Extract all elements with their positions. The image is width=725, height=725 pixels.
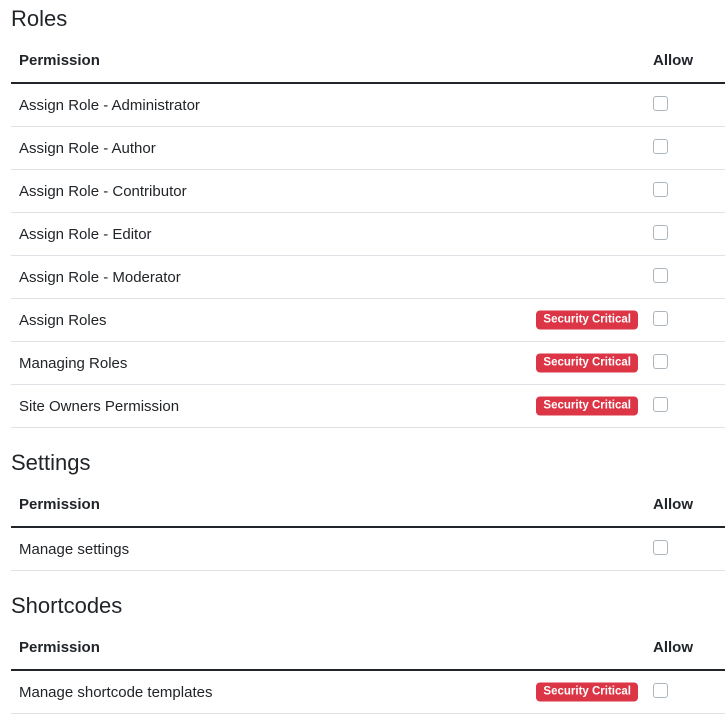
permission-column-header: Permission <box>11 38 643 83</box>
table-row <box>11 670 725 714</box>
allow-checkbox[interactable] <box>653 225 668 240</box>
table-header-row <box>11 38 725 83</box>
permission-label: Assign Role - Contributor <box>19 182 187 200</box>
roles-permissions-table <box>11 38 725 428</box>
allow-checkbox[interactable] <box>653 354 668 369</box>
permission-label: Assign Role - Administrator <box>19 96 200 114</box>
settings-section <box>11 444 725 571</box>
table-row <box>11 170 725 213</box>
allow-checkbox[interactable] <box>653 397 668 412</box>
allow-checkbox[interactable] <box>653 683 668 698</box>
security-critical-badge: Security Critical <box>536 311 638 330</box>
table-row <box>11 213 725 256</box>
permission-label: Assign Role - Editor <box>19 225 152 243</box>
allow-checkbox[interactable] <box>653 182 668 197</box>
allow-checkbox[interactable] <box>653 540 668 555</box>
security-critical-badge: Security Critical <box>536 683 638 702</box>
table-header-row <box>11 625 725 670</box>
permission-column-header: Permission <box>11 482 643 527</box>
table-row <box>11 127 725 170</box>
permission-label: Managing Roles <box>19 354 128 372</box>
allow-checkbox[interactable] <box>653 268 668 283</box>
permission-label: Assign Role - Moderator <box>19 268 181 286</box>
table-row <box>11 385 725 428</box>
security-critical-badge: Security Critical <box>536 354 638 373</box>
permission-label: Manage shortcode templates <box>19 683 213 701</box>
allow-checkbox[interactable] <box>653 139 668 154</box>
shortcodes-section <box>11 587 725 714</box>
section-title-roles: Roles <box>11 6 68 31</box>
table-row <box>11 527 725 571</box>
table-row <box>11 342 725 385</box>
section-spacer <box>11 428 725 444</box>
allow-column-header: Allow <box>643 625 725 670</box>
permission-label: Assign Roles <box>19 311 107 329</box>
settings-permissions-table <box>11 482 725 571</box>
section-title-shortcodes: Shortcodes <box>11 593 123 618</box>
section-spacer <box>11 571 725 587</box>
allow-checkbox[interactable] <box>653 96 668 111</box>
section-title-settings: Settings <box>11 450 91 475</box>
permission-label: Assign Role - Author <box>19 139 156 157</box>
permission-label: Manage settings <box>19 540 130 558</box>
shortcodes-permissions-table <box>11 625 725 714</box>
permission-label: Site Owners Permission <box>19 397 180 415</box>
security-critical-badge: Security Critical <box>536 397 638 416</box>
allow-column-header: Allow <box>643 482 725 527</box>
table-header-row <box>11 482 725 527</box>
table-row <box>11 256 725 299</box>
table-row <box>11 299 725 342</box>
allow-column-header: Allow <box>643 38 725 83</box>
roles-section <box>11 0 725 428</box>
permission-column-header: Permission <box>11 625 643 670</box>
table-row <box>11 83 725 127</box>
allow-checkbox[interactable] <box>653 311 668 326</box>
